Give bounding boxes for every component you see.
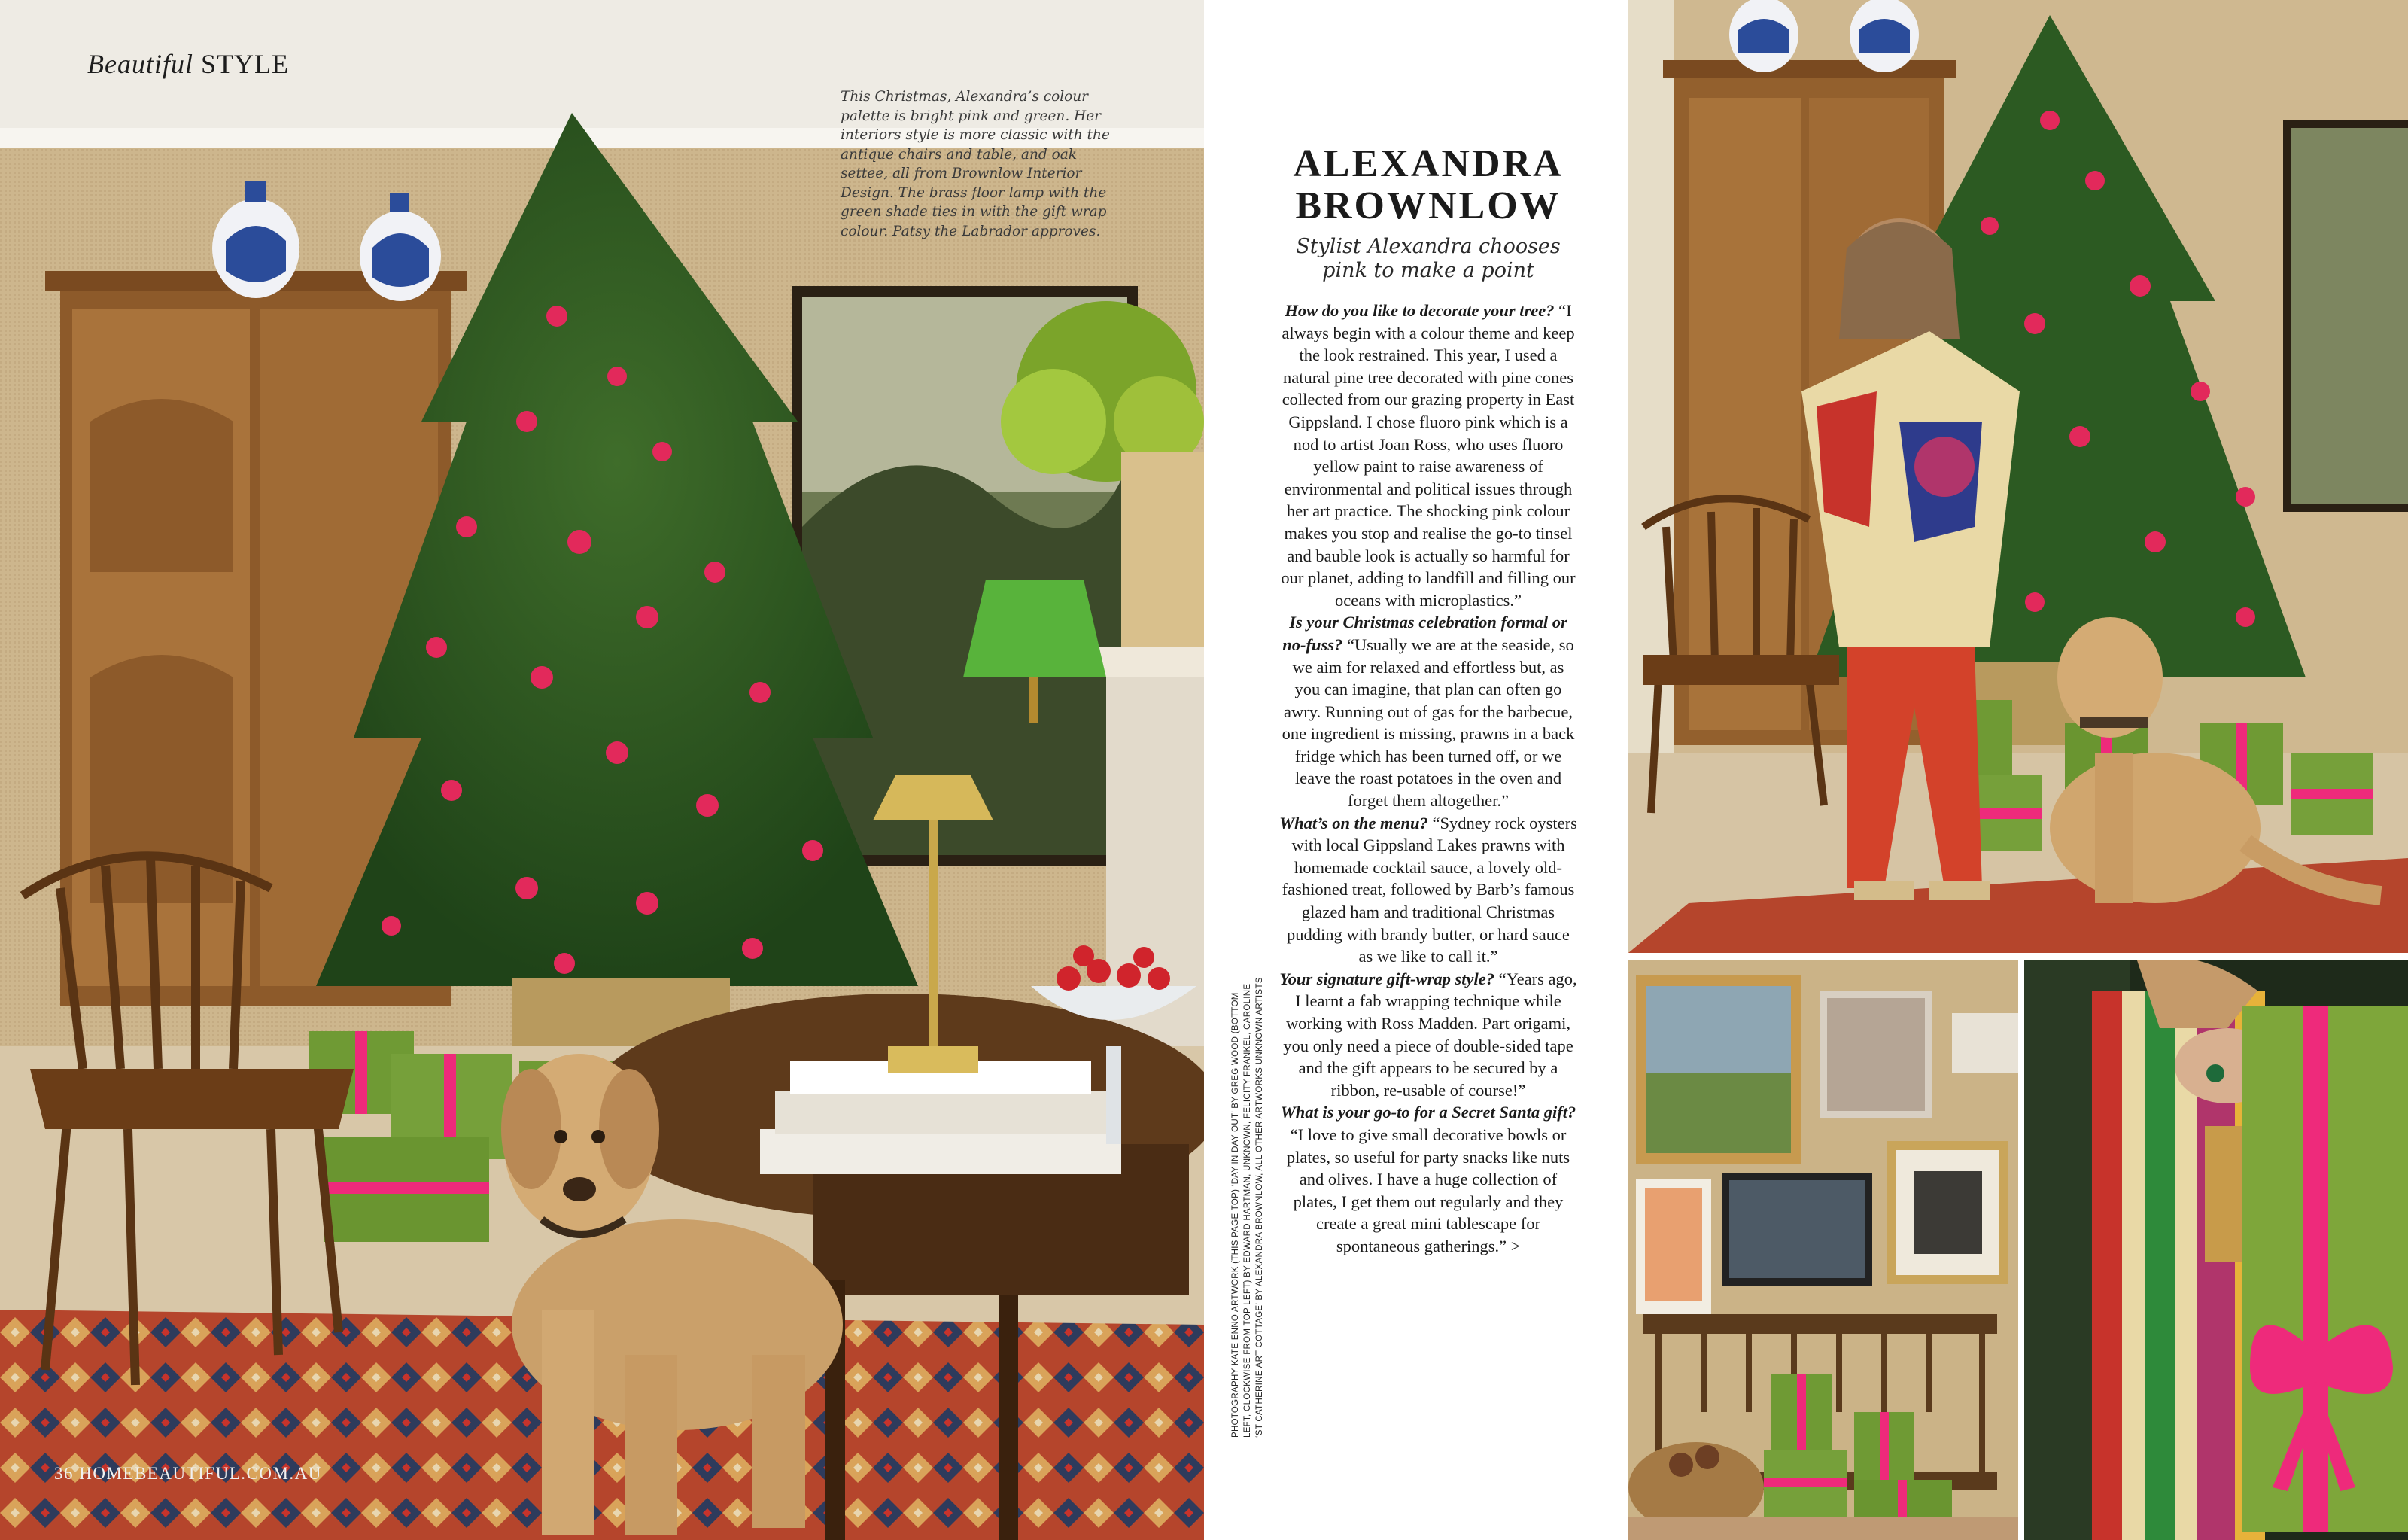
gallery-wall-photo: [1628, 960, 2018, 1540]
credits-line: PHOTOGRAPHY KATE ENNO ARTWORK (THIS PAGE TOP) ‘DAY IN DAY OUT’ BY GREG WOOD (BOTTOM: [1231, 992, 1240, 1438]
answer: “I love to give small decorative bowls or plates, so useful for party snacks like nuts and olives. I have a huge collection of plates, I get them out regularly and they create a great mini tablescape for spontaneous gatherings.”: [1286, 1125, 1570, 1255]
credits-line: ‘ST CATHERINE ART COTTAGE’ BY ALEXANDRA BROWNLOW, ALL OTHER ARTWORKS UNKNOWN ARTISTS: [1255, 977, 1264, 1438]
qa-paragraph: [1278, 968, 1579, 1102]
answer: “I always begin with a colour theme and keep the look restrained. This year, I used a natural pine tree decorated with pine cones collected from our grazing property in East Gippsland. I chose fluoro pink which is a nod to artist Joan Ross, who uses fluoro yellow paint to raise awareness of environmental and political issues through her art practice. The shocking pink colour makes you stop and realise the go-to tinsel and bauble look is actually so harmful for our planet, adding to landfill and filling our oceans with microplastics.”: [1281, 301, 1576, 610]
question: Your signature gift-wrap style?: [1279, 969, 1495, 988]
article-column: [1278, 143, 1579, 1258]
qa-paragraph: [1278, 1101, 1579, 1257]
standfirst-line: pink to make a point: [1322, 259, 1534, 282]
section-header-italic: Beautiful: [87, 49, 193, 79]
article-standfirst: [1278, 235, 1579, 283]
standfirst-line: Stylist Alexandra chooses: [1296, 235, 1561, 258]
site-url: HOMEBEAUTIFUL.COM.AU: [79, 1464, 322, 1483]
photo-caption: This Christmas, Alexandra’s colour palette is bright pink and green. Her interiors style is more classic with the antique chairs and table, and oak settee, all from Brownlow Interior Design. The brass floor lamp with the green shade ties in with the gift wrap colour. Patsy the Labrador approves.: [841, 89, 1110, 239]
section-header-title: STYLE: [200, 49, 289, 79]
portrait-photo: [1628, 0, 2408, 953]
page-number: 36: [54, 1464, 74, 1483]
gift-closeup-illustration: [2024, 960, 2408, 1540]
section-header: [87, 48, 289, 80]
question: How do you like to decorate your tree?: [1285, 301, 1555, 320]
article-headline: [1278, 143, 1579, 227]
qa-paragraph: [1278, 300, 1579, 611]
headline-line: BROWNLOW: [1295, 184, 1561, 227]
continue-arrow-icon: >: [1510, 1236, 1521, 1255]
qa-paragraph: [1278, 812, 1579, 968]
answer: “Sydney rock oysters with local Gippsland Lakes prawns with homemade cocktail sauce, a lovely old-fashioned treat, followed by Barb’s famous glazed ham and traditional Christmas pudding with brandy butter, or hard sauce as we like to call it.”: [1282, 813, 1577, 966]
gift-closeup-photo: [2024, 960, 2408, 1540]
answer: “Usually we are at the seaside, so we aim for relaxed and effortless but, as you can imagine, that plan can often go awry. Running out of gas for the barbecue, one ingredient is missing, prawns in a back fridge which has been turned off, or we leave the roast potatoes in the oven and forget them altogether.”: [1282, 635, 1575, 811]
credits-line: LEFT, CLOCKWISE FROM TOP LEFT) BY EDWARD HARTMAN, UNKNOWN, FELICITY FRANKEL, CAROLINE: [1243, 983, 1252, 1438]
gallery-wall-illustration: [1628, 960, 2018, 1540]
question: Is your Christmas celebration formal or no-fuss?: [1282, 613, 1567, 654]
page-folio: [54, 1464, 322, 1484]
question: What is your go-to for a Secret Santa gift?: [1280, 1103, 1576, 1122]
question: What’s on the menu?: [1279, 813, 1428, 832]
stylist-with-tree-illustration: [1628, 0, 2408, 953]
photo-credits: [1230, 911, 1279, 1438]
qa-paragraph: [1278, 611, 1579, 811]
answer: “Years ago, I learnt a fab wrapping technique while working with Ross Madden. Part origami, you only need a piece of double-sided tape and the gift appears to be secured by a ribbon, re-usable of course!”: [1283, 969, 1577, 1100]
headline-line: ALEXANDRA: [1293, 142, 1564, 185]
